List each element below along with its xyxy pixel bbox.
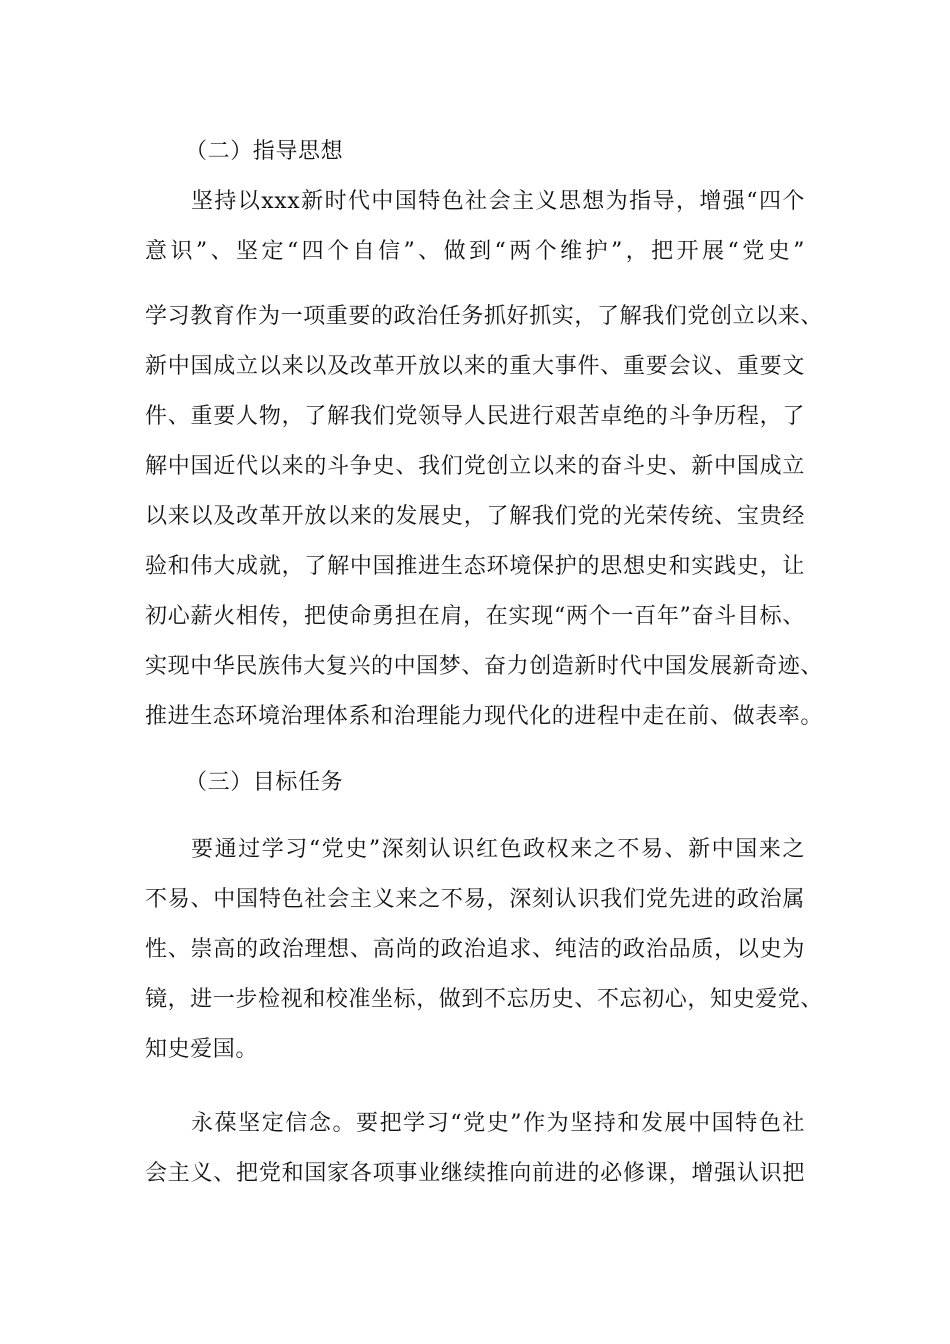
paragraph-line: 验和伟大成就，了解中国推进生态环境保护的思想史和实践史，让 bbox=[145, 554, 805, 579]
section-heading-guiding-thought: （二）指导思想 bbox=[185, 139, 344, 164]
paragraph-line: 坚持以xxx新时代中国特色社会主义思想为指导，增强“四个 bbox=[191, 189, 805, 214]
paragraph-line: 解中国近代以来的斗争史、我们党创立以来的奋斗史、新中国成立 bbox=[145, 454, 805, 479]
paragraph-line: 镜，进一步检视和校准坐标，做到不忘历史、不忘初心，知史爱党、 bbox=[145, 987, 824, 1012]
paragraph-line: 学习教育作为一项重要的政治任务抓好抓实，了解我们党创立以来、 bbox=[145, 304, 824, 329]
paragraph-line: 以来以及改革开放以来的发展史，了解我们党的光荣传统、宝贵经 bbox=[145, 504, 805, 529]
paragraph-line: 知史爱国。 bbox=[145, 1037, 259, 1062]
paragraph-line: 推进生态环境治理体系和治理能力现代化的进程中走在前、做表率。 bbox=[145, 704, 824, 729]
paragraph-line: 性、崇高的政治理想、高尚的政治追求、纯洁的政治品质，以史为 bbox=[145, 937, 805, 962]
paragraph-line: 会主义、把党和国家各项事业继续推向前进的必修课，增强认识把 bbox=[145, 1161, 805, 1186]
paragraph-line: 件、重要人物，了解我们党领导人民进行艰苦卓绝的斗争历程，了 bbox=[145, 404, 805, 429]
section-heading-goals-tasks: （三）目标任务 bbox=[185, 770, 344, 795]
paragraph-line: 永葆坚定信念。要把学习“党史”作为坚持和发展中国特色社 bbox=[191, 1111, 805, 1136]
paragraph-line: 新中国成立以来以及改革开放以来的重大事件、重要会议、重要文 bbox=[145, 354, 805, 379]
paragraph-line: 要通过学习“党史”深刻认识红色政权来之不易、新中国来之 bbox=[191, 837, 805, 862]
paragraph-line: 实现中华民族伟大复兴的中国梦、奋力创造新时代中国发展新奇迹、 bbox=[145, 654, 824, 679]
paragraph-line: 不易、中国特色社会主义来之不易，深刻认识我们党先进的政治属 bbox=[145, 887, 805, 912]
paragraph-line: 初心薪火相传，把使命勇担在肩，在实现“两个一百年”奋斗目标、 bbox=[145, 604, 805, 629]
paragraph-line: 意识”、坚定“四个自信”、做到“两个维护”，把开展“党史” bbox=[145, 239, 805, 264]
